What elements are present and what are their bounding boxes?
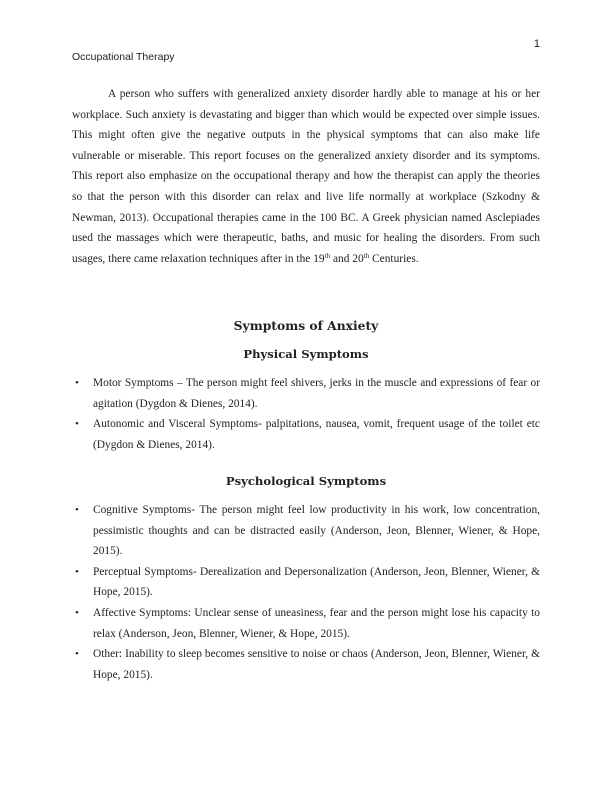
superscript-th-2: th	[363, 251, 370, 260]
superscript-th-1: th	[324, 251, 331, 260]
list-item	[72, 373, 540, 414]
list-item	[72, 414, 540, 455]
list-item	[72, 603, 540, 644]
intro-text-c: Centuries.	[369, 252, 419, 265]
list-item-text: Autonomic and Visceral Symptoms- palpitations, nausea, vomit, frequent usage of the toilet etc (Dygdon & Dienes, 2014).	[93, 418, 540, 451]
intro-text-a: A person who suffers with generalized anxiety disorder hardly able to manage at his or her workplace. Such anxiety is devastating and bigger than which would be expected over simple issues. This might often give the negative outputs in the physical symptoms that can also make life vulnerable or miserable. This report focuses on the generalized anxiety disorder and its symptoms. This report also emphasize on the occupational therapy and how the therapist can apply the theories so that the person with this disorder can relax and live life normally at workplace (Szkodny & Newman, 2013). Occupational therapies came in the 100 BC. A Greek physician named Asclepiades used the massages which were therapeutic, baths, and music for healing the disorders. From such usages, there came relaxation techniques after in the 19	[72, 88, 540, 265]
bullet-icon: •	[75, 648, 79, 661]
bullet-icon: •	[75, 565, 79, 578]
physical-symptoms-list	[72, 373, 540, 455]
intro-paragraph	[72, 84, 540, 269]
bullet-icon: •	[75, 377, 79, 389]
heading-physical-symptoms: Physical Symptoms	[243, 347, 369, 361]
heading-symptoms-of-anxiety: Symptoms of Anxiety	[233, 318, 379, 333]
bullet-icon: •	[75, 504, 79, 516]
list-item-text: Perceptual Symptoms- Derealization and Depersonalization (Anderson, Jeon, Blenner, Wiener, & Hope, 2015).	[93, 565, 540, 599]
bullet-icon: •	[75, 418, 79, 431]
list-item	[72, 500, 540, 562]
heading-psychological-symptoms: Psychological Symptoms	[225, 474, 387, 488]
list-item-text: Motor Symptoms – The person might feel shivers, jerks in the muscle and expressions of fear or agitation (Dygdon & Dienes, 2014).	[93, 377, 540, 410]
bullet-icon: •	[75, 606, 79, 619]
psychological-symptoms-list	[72, 500, 540, 685]
list-item-text: Affective Symptoms: Unclear sense of uneasiness, fear and the person might lose his capacity to relax (Anderson, Jeon, Blenner, Wiener, & Hope, 2015).	[93, 606, 540, 640]
list-item	[72, 562, 540, 603]
list-item	[72, 644, 540, 685]
list-item-text: Other: Inability to sleep becomes sensitive to noise or chaos (Anderson, Jeon, Blenner, Wiener, & Hope, 2015).	[93, 648, 540, 681]
page-number: 1	[533, 38, 540, 50]
intro-text-b: and 20	[330, 252, 364, 265]
running-head: Occupational Therapy	[72, 51, 175, 63]
list-item-text: Cognitive Symptoms- The person might feel low productivity in his work, low concentration, pessimistic thoughts and can be distracted easily (Anderson, Jeon, Blenner, Wiener, & Hope, 2015).	[93, 504, 540, 558]
